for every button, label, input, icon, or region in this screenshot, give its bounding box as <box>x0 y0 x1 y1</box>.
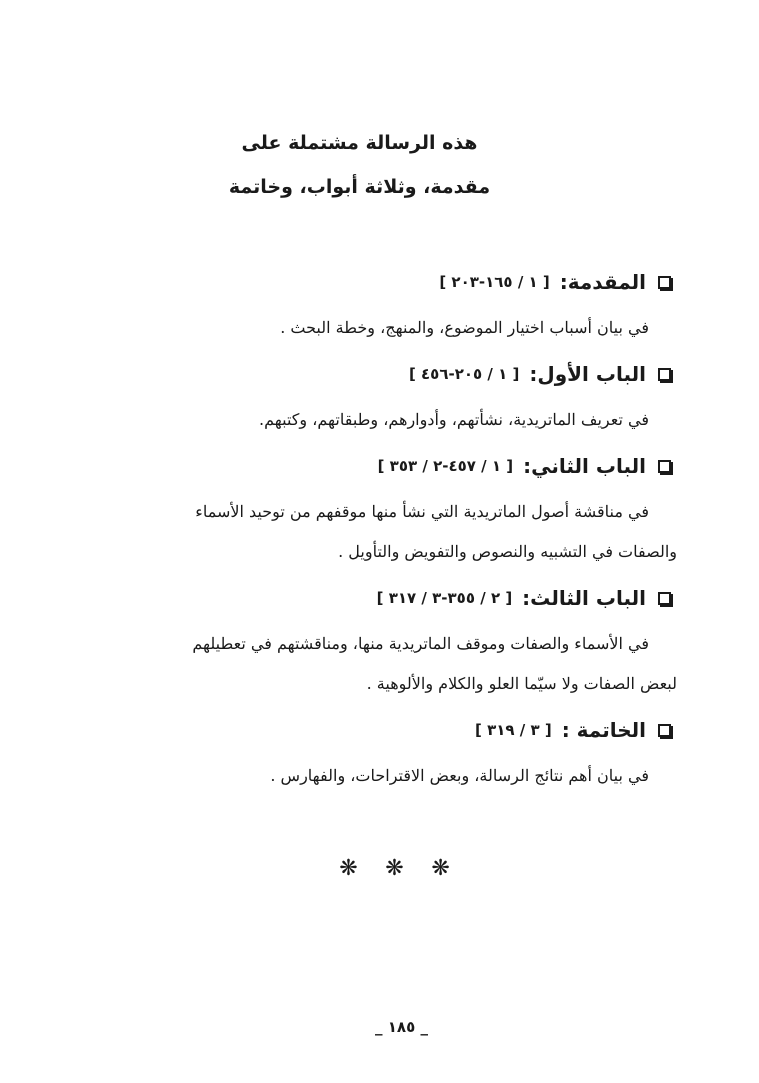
section-label: الباب الأول: <box>529 362 646 386</box>
ornament-stars: ❋ ❋ ❋ <box>339 856 460 881</box>
section-conclusion-text: في بيان أهم نتائج الرسالة، وبعض الاقتراحات، والفهارس . <box>270 766 649 785</box>
checkbox-icon <box>658 276 671 289</box>
section-label: الباب الثاني: <box>523 454 646 478</box>
section-chapter-2-title <box>378 454 671 478</box>
section-chapter-3-text-line-2: لبعض الصفات ولا سيّما العلو والكلام والألوهية . <box>366 674 677 693</box>
section-chapter-2-text-line-1: في مناقشة أصول الماتريدية التي نشأ منها موقفهم من توحيد الأسماء <box>195 502 649 521</box>
checkbox-icon <box>658 724 671 737</box>
section-reference: [ ١ / ٢٠٥-٤٥٦ ] <box>408 365 520 383</box>
section-label: المقدمة: <box>559 270 646 294</box>
checkbox-icon <box>658 460 671 473</box>
section-chapter-2-text-line-2: والصفات في التشبيه والنصوص والتفويض والتأويل . <box>338 542 677 561</box>
heading-line-1: هذه الرسالة مشتملة على <box>241 132 478 154</box>
section-reference: [ ١ / ١٦٥-٢٠٣ ] <box>439 273 550 291</box>
page-number: _ ١٨٥ _ <box>375 1018 428 1036</box>
checkbox-icon <box>658 592 671 605</box>
section-chapter-1-text: في تعريف الماتريدية، نشأتهم، وأدوارهم، وطبقاتهم، وكتبهم. <box>259 410 649 429</box>
heading-line-2: مقدمة، وثلاثة أبواب، وخاتمة <box>228 176 491 198</box>
section-conclusion-title <box>475 718 671 742</box>
section-chapter-3-text-line-1: في الأسماء والصفات وموقف الماتريدية منها، ومناقشتهم في تعطيلهم <box>192 634 649 653</box>
section-chapter-1-title <box>409 362 671 386</box>
section-reference: [ ٣ / ٣١٩ ] <box>474 721 552 739</box>
section-introduction-title <box>439 270 671 294</box>
section-reference: [ ١ / ٤٥٧-٢ / ٣٥٣ ] <box>377 457 514 475</box>
checkbox-icon <box>658 368 671 381</box>
section-introduction-text: في بيان أسباب اختيار الموضوع، والمنهج، وخطة البحث . <box>280 318 649 337</box>
section-label: الخاتمة : <box>561 718 646 742</box>
section-label: الباب الثالث: <box>522 586 646 610</box>
section-reference: [ ٢ / ٣٥٥-٣ / ٣١٧ ] <box>376 589 513 607</box>
section-chapter-3-title <box>377 586 671 610</box>
